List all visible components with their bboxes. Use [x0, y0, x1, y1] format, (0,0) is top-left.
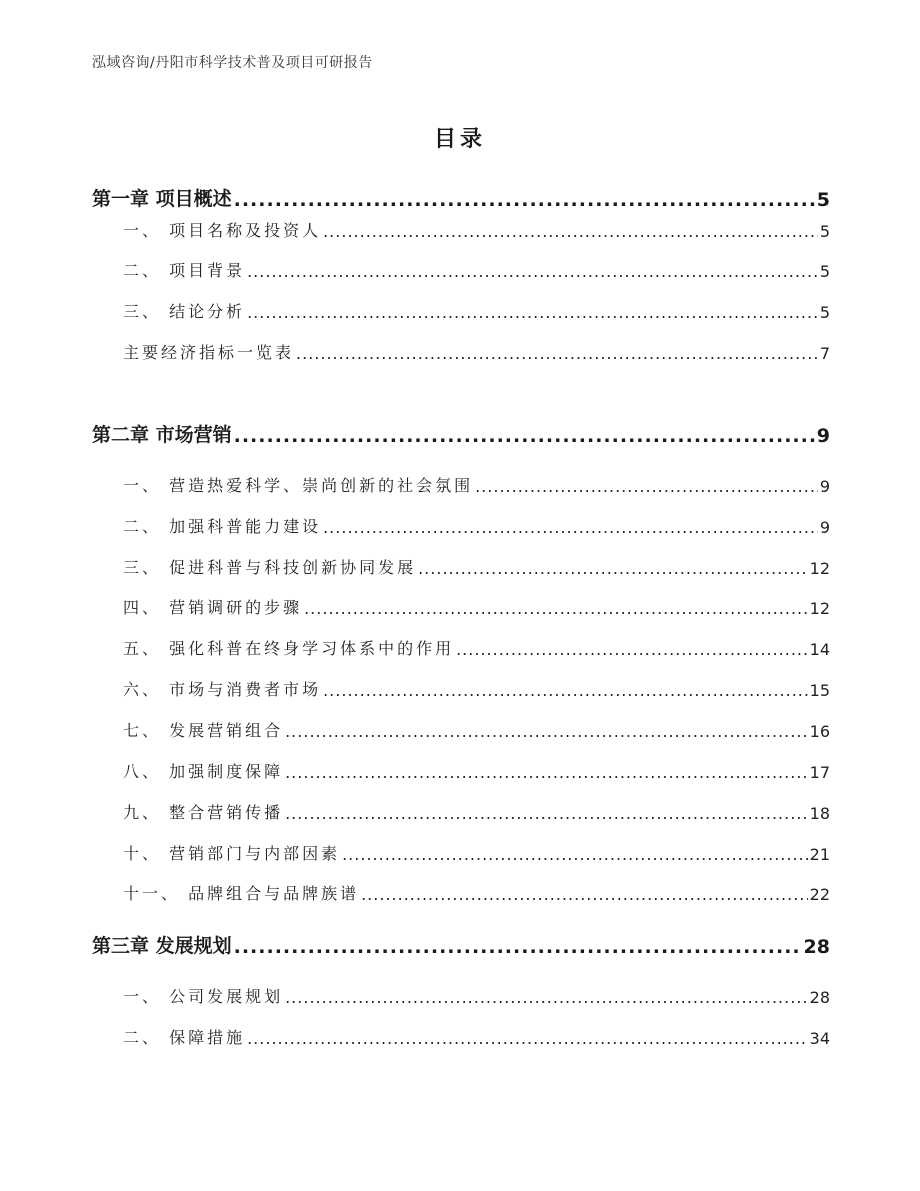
toc-page-number: 9 [819, 518, 830, 537]
dot-leader [361, 888, 808, 904]
dot-leader [285, 725, 808, 741]
toc-entry-label: 第二章 市场营销 [92, 424, 232, 446]
document-header: 泓域咨询/丹阳市科学技术普及项目可研报告 [92, 55, 373, 71]
dot-leader [475, 480, 818, 496]
toc-page-number: 16 [809, 722, 830, 741]
toc-chapter-entry[interactable] [92, 184, 830, 211]
toc-entry-label: 一、 项目名称及投资人 [123, 221, 322, 240]
toc-page-number: 9 [816, 425, 830, 447]
toc-page-number: 15 [809, 681, 830, 700]
toc-section-entry[interactable] [92, 1025, 830, 1048]
dot-leader [342, 848, 808, 864]
toc-section-entry[interactable] [92, 881, 830, 904]
dot-leader [285, 807, 808, 823]
toc-section-entry[interactable] [92, 800, 830, 823]
toc-section-entry[interactable] [92, 340, 830, 363]
toc-page-number: 21 [809, 845, 830, 864]
toc-page-number: 7 [819, 344, 830, 363]
toc-section-entry[interactable] [92, 841, 830, 864]
toc-entry-label: 十、 营销部门与内部因素 [123, 844, 341, 863]
toc-entry-label: 五、 强化科普在终身学习体系中的作用 [123, 639, 455, 658]
dot-leader [304, 602, 808, 618]
toc-entry-label: 十一、 品牌组合与品牌族谱 [123, 884, 360, 903]
toc-page-number: 28 [809, 988, 830, 1007]
toc-page-number: 22 [809, 885, 830, 904]
dot-leader [456, 643, 808, 659]
toc-entry-label: 第三章 发展规划 [92, 935, 232, 957]
toc-page-number: 34 [809, 1029, 830, 1048]
toc-section-entry[interactable] [92, 299, 830, 322]
toc-page-number: 5 [819, 303, 830, 322]
toc-entry-label: 二、 项目背景 [123, 261, 246, 280]
toc-section-entry[interactable] [92, 555, 830, 578]
dot-leader [234, 428, 815, 447]
toc-section-entry[interactable] [92, 473, 830, 496]
toc-chapter-entry[interactable] [92, 420, 830, 447]
toc-entry-label: 第一章 项目概述 [92, 188, 232, 210]
toc-entry-label: 四、 营销调研的步骤 [123, 598, 303, 617]
dot-leader [323, 521, 818, 537]
toc-section-entry[interactable] [92, 636, 830, 659]
toc-section-entry[interactable] [92, 218, 830, 241]
dot-leader [285, 766, 808, 782]
dot-leader [247, 306, 818, 322]
dot-leader [323, 684, 808, 700]
toc-page-number: 5 [816, 189, 830, 211]
toc-entry-label: 二、 加强科普能力建设 [123, 517, 322, 536]
toc-entry-label: 八、 加强制度保障 [123, 762, 284, 781]
toc-entry-label: 九、 整合营销传播 [123, 803, 284, 822]
toc-page-number: 28 [803, 936, 830, 958]
toc-entry-label: 七、 发展营销组合 [123, 721, 284, 740]
dot-leader [247, 1032, 808, 1048]
toc-entry-label: 主要经济指标一览表 [123, 343, 295, 362]
toc-page-number: 5 [819, 262, 830, 281]
toc-entry-label: 六、 市场与消费者市场 [123, 680, 322, 699]
toc-section-entry[interactable] [92, 514, 830, 537]
toc-chapter-entry[interactable] [92, 931, 830, 958]
toc-section-entry[interactable] [92, 759, 830, 782]
toc-page-number: 12 [809, 559, 830, 578]
toc-page-number: 5 [819, 222, 830, 241]
toc-entry-label: 一、 公司发展规划 [123, 987, 284, 1006]
dot-leader [285, 991, 808, 1007]
toc-section-entry[interactable] [92, 595, 830, 618]
toc-page-number: 17 [809, 763, 830, 782]
toc-entry-label: 三、 促进科普与科技创新协同发展 [123, 558, 417, 577]
dot-leader [234, 939, 802, 958]
toc-entry-label: 三、 结论分析 [123, 302, 246, 321]
toc-section-entry[interactable] [92, 258, 830, 281]
toc-section-entry[interactable] [92, 984, 830, 1007]
toc-page-number: 18 [809, 804, 830, 823]
toc-page-number: 9 [819, 477, 830, 496]
dot-leader [323, 225, 818, 241]
toc-page-number: 14 [809, 640, 830, 659]
dot-leader [418, 562, 808, 578]
dot-leader [247, 265, 818, 281]
toc-section-entry[interactable] [92, 677, 830, 700]
dot-leader [234, 192, 815, 211]
toc-entry-label: 一、 营造热爱科学、崇尚创新的社会氛围 [123, 476, 474, 495]
toc-entry-label: 二、 保障措施 [123, 1028, 246, 1047]
toc-page-number: 12 [809, 599, 830, 618]
dot-leader [296, 347, 818, 363]
toc-section-entry[interactable] [92, 718, 830, 741]
page-title: 目录 [433, 127, 486, 152]
